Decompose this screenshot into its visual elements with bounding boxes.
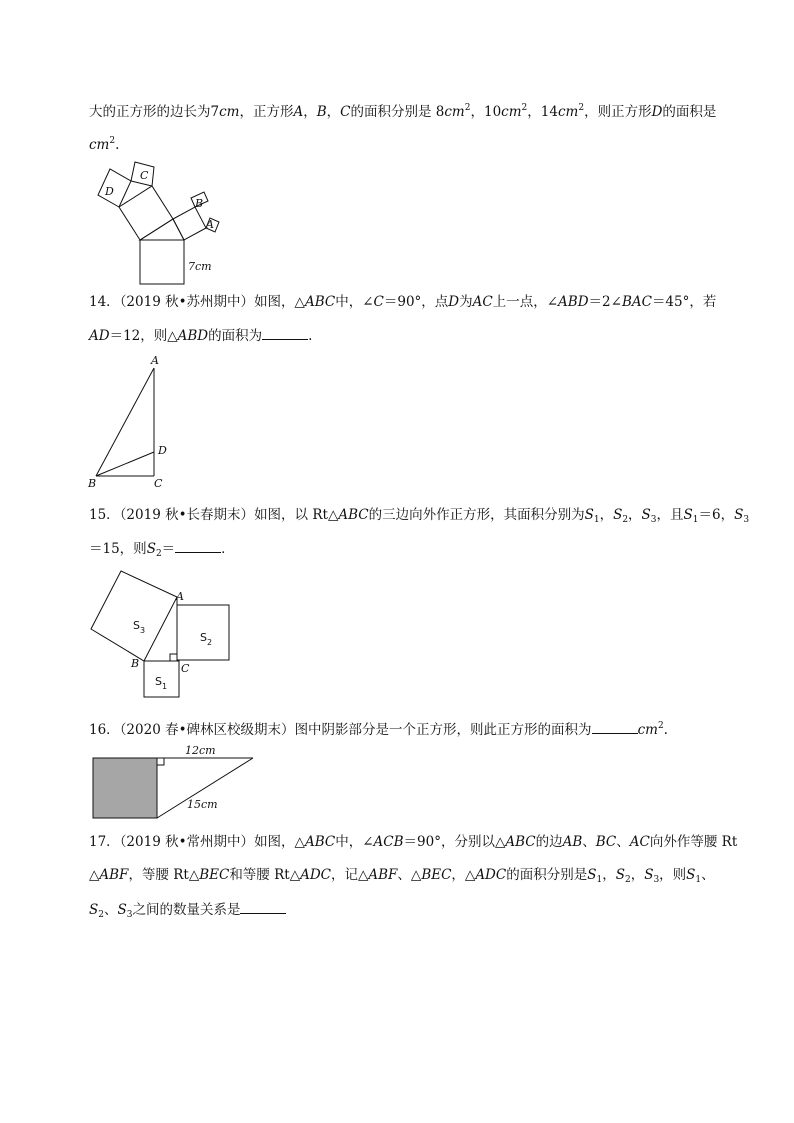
q16-line-1: 16．（2020 春•碑林区校级期末）图中阴影部分是一个正方形，则此正方形的面积为 $cm^2$. (89, 721, 668, 738)
fig13-label-d: D (105, 185, 114, 198)
q13-line-1: 大的正方形的边长为7cm，正方形A，B，C的面积分别是 $8cm^2$，$10cm^2$，$14cm^2$，则正方形D的面积是 (89, 103, 717, 120)
fig13-label-b: B (195, 197, 204, 210)
fig13-label-side: 7cm (188, 260, 212, 273)
answer-blank[interactable] (175, 538, 221, 553)
fig13-square-d (98, 169, 131, 207)
fig15-label-s2: $S_2$ (200, 631, 213, 647)
q14-line-1: 14．（2019 秋•苏州期中）如图，△ABC中，∠C＝90°，点D为AC上一点，∠ABD＝2∠BAC＝45°，若 (89, 294, 717, 310)
fig15-label-s1: $S_1$ (155, 675, 168, 691)
fig16-shaded-square (93, 758, 157, 818)
answer-blank[interactable] (592, 719, 638, 734)
fig15-label-b: B (131, 657, 140, 670)
fig13-right-square (173, 207, 206, 240)
fig16-label-hyp: 15cm (187, 798, 218, 811)
q13-line-2: $cm^2$. (89, 136, 120, 153)
q14-line-2: AD＝12，则△ABD的面积为 . (89, 325, 312, 345)
fig15-label-c: C (181, 662, 190, 675)
fig14-label-c: C (154, 477, 163, 490)
q17-line-2: △ABF，等腰 Rt△BEC和等腰 Rt△ADC，记△ABF、△BEC，△ADC的面积分别是$S_1$，$S_2$，$S_3$，则$S_1$、 (89, 867, 715, 885)
fig15-label-s3: $S_3$ (133, 619, 146, 635)
figure-13-squares (85, 155, 235, 285)
figure-16-shaded-square (88, 740, 258, 822)
fig16-right-angle-mark (157, 758, 164, 765)
answer-blank[interactable] (262, 325, 308, 340)
fig13-label-a: A (206, 218, 214, 231)
answer-blank[interactable] (240, 899, 286, 914)
fig13-right-triangle (140, 219, 184, 240)
fig14-label-d: D (158, 444, 167, 457)
fig13-big-square (140, 240, 184, 284)
q17-line-1: 17．（2019 秋•常州期中）如图，△ABC中，∠ACB＝90°，分别以△ABC的边AB、BC、AC向外作等腰 Rt (89, 834, 738, 850)
fig16-label-top: 12cm (185, 744, 216, 757)
q15-line-2: ＝15，则$S_2=$ ． (89, 538, 235, 558)
fig15-square-s3 (91, 571, 177, 661)
fig15-right-angle-mark (170, 654, 177, 661)
q17-line-3: $S_2$、$S_3$之间的数量关系是 (89, 899, 286, 919)
fig13-label-c: C (140, 169, 149, 182)
figure-15-squares (88, 567, 238, 702)
fig14-label-b: B (88, 477, 97, 490)
fig14-label-a: A (151, 354, 159, 367)
fig15-label-a: A (176, 590, 184, 603)
fig13-upper-left-square (119, 186, 173, 240)
figure-14-triangle (88, 354, 178, 489)
q15-line-1: 15．（2019 秋•长春期末）如图，以 Rt△ABC的三边向外作正方形，其面积分别为$S_1$，$S_2$，$S_3$，且$S_1=6$，$S_3$ (89, 507, 750, 525)
